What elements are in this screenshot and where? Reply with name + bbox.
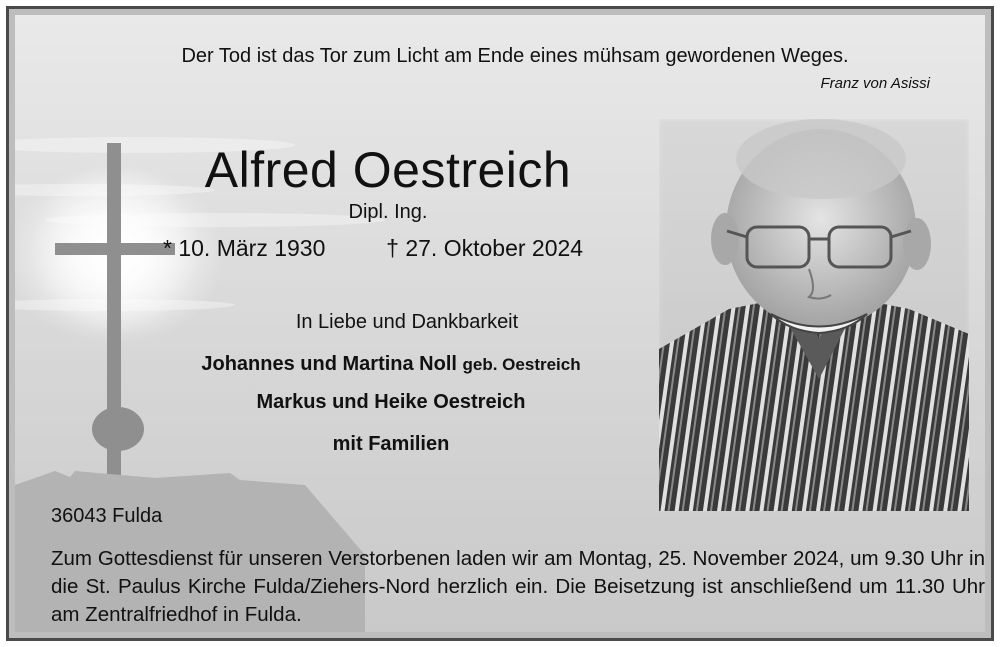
death-symbol: † — [386, 235, 399, 261]
mourners-line-3: mit Familien — [332, 433, 450, 455]
obituary-card — [6, 6, 994, 641]
service-announcement: Zum Gottesdienst für unseren Verstorbenen laden wir am Montag, 25. November 2024, um 9.30 Uhr in die St. Paulus Kirche Fulda/Ziehers-Nord herzlich ein. Die Beisetzung ist anschließend um 11.30 Uhr am Zentralfriedhof in Fulda. — [51, 547, 985, 626]
quote-author: Franz von Asissi — [820, 75, 930, 92]
deceased-name: Alfred Oestreich — [204, 142, 572, 198]
life-dates — [163, 235, 583, 262]
place-line: 36043 Fulda — [51, 505, 163, 527]
mourners-line-1 — [15, 353, 767, 376]
mourners-line-1-names: Johannes und Martina Noll — [201, 353, 457, 375]
deceased-title: Dipl. Ing. — [348, 201, 428, 223]
quote-text: Der Tod ist das Tor zum Licht am Ende eines mühsam gewordenen Weges. — [181, 45, 849, 67]
birth-symbol: * — [163, 235, 172, 261]
death-date: 27. Oktober 2024 — [405, 235, 584, 261]
obituary-background — [15, 15, 985, 632]
mourners-line-1-note: geb. Oestreich — [462, 355, 581, 374]
birth-date: 10. März 1930 — [178, 235, 326, 261]
mourners-intro: In Liebe und Dankbarkeit — [295, 311, 519, 333]
mourners-line-2: Markus und Heike Oestreich — [256, 391, 526, 413]
